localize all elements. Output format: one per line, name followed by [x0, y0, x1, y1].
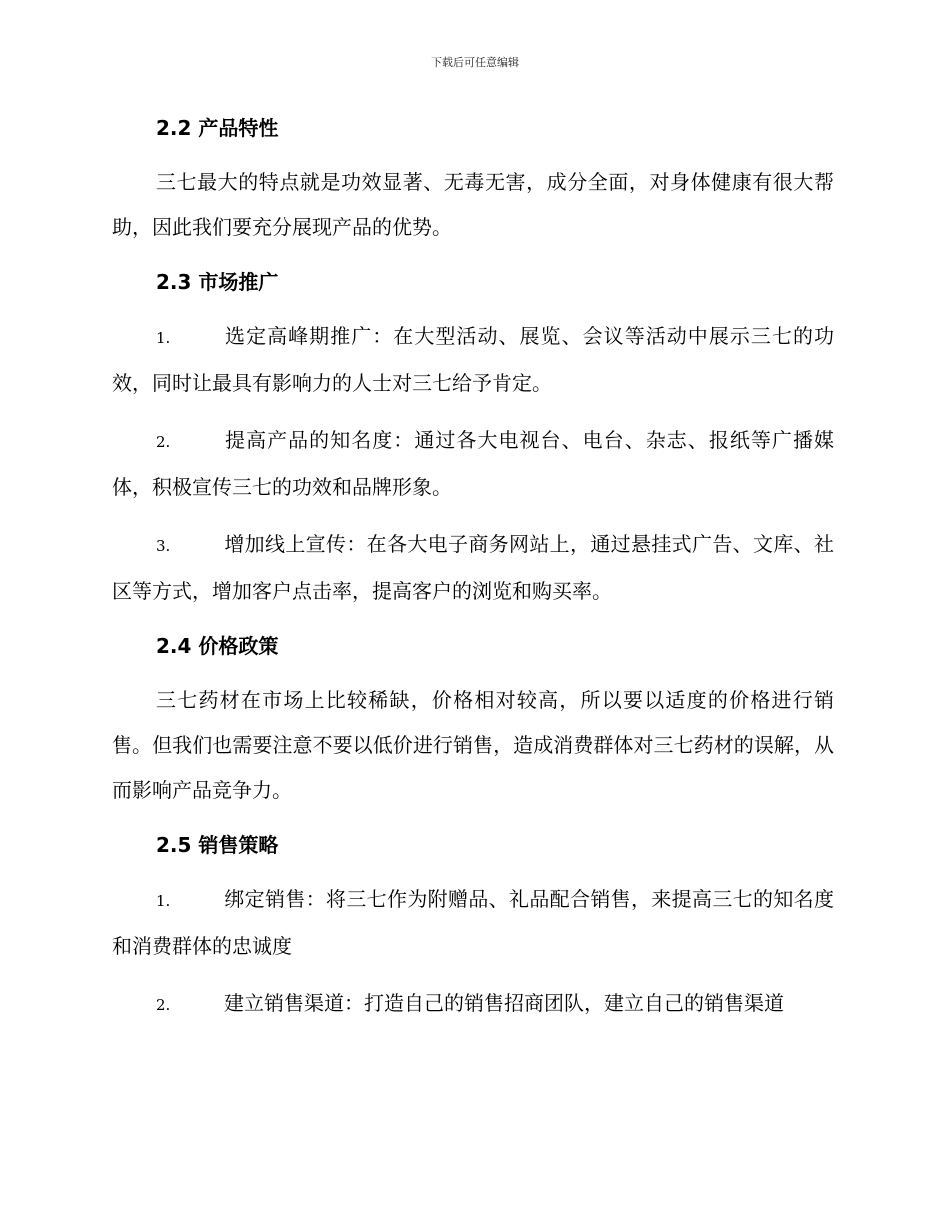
list-item — [112, 877, 834, 969]
list-item — [112, 314, 834, 406]
list-item-text: 选定高峰期推广：在大型活动、展览、会议等活动中展示三七的功效，同时让最具有影响力的人士对三七给予肯定。 — [112, 324, 834, 395]
page-header: 下载后可任意编辑 — [431, 56, 519, 69]
section-heading-2-4: 2.4 价格政策 — [156, 634, 279, 658]
section-heading-2-5: 2.5 销售策略 — [156, 833, 279, 857]
list-number: 3. — [156, 537, 171, 555]
list-item — [112, 522, 834, 614]
list-item — [112, 981, 834, 1028]
document-body — [112, 108, 834, 1028]
list-item-text: 增加线上宣传：在各大电子商务网站上，通过悬挂式广告、文库、社区等方式，增加客户点击率，提高客户的浏览和购买率。 — [112, 532, 834, 603]
list-number: 1. — [156, 329, 171, 347]
section-heading-2-3: 2.3 市场推广 — [156, 270, 279, 294]
paragraph-product-features: 三七最大的特点就是功效显著、无毒无害，成分全面，对身体健康有很大帮助，因此我们要充分展现产品的优势。 — [112, 170, 834, 239]
list-item-text: 建立销售渠道：打造自己的销售招商团队，建立自己的销售渠道 — [224, 991, 784, 1015]
section-heading-2-2: 2.2 产品特性 — [156, 116, 279, 140]
paragraph-price-policy: 三七药材在市场上比较稀缺，价格相对较高，所以要以适度的价格进行销售。但我们也需要注意不要以低价进行销售，造成消费群体对三七药材的误解，从而影响产品竞争力。 — [112, 688, 834, 802]
list-item-text: 绑定销售：将三七作为附赠品、礼品配合销售，来提高三七的知名度和消费群体的忠诚度 — [112, 887, 834, 958]
list-number: 1. — [156, 892, 171, 910]
list-number: 2. — [156, 433, 171, 451]
list-item-text: 提高产品的知名度：通过各大电视台、电台、杂志、报纸等广播媒体，积极宣传三七的功效和品牌形象。 — [112, 428, 834, 499]
list-item — [112, 418, 834, 510]
list-number: 2. — [156, 996, 171, 1014]
